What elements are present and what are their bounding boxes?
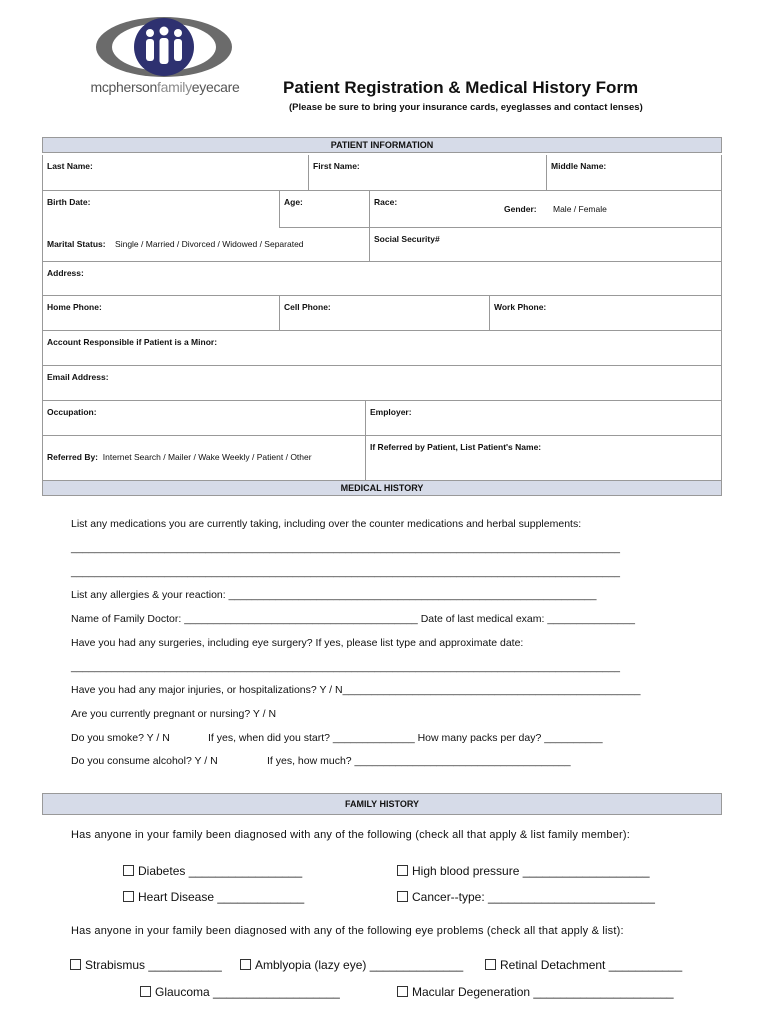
glaucoma-label: Glaucoma ___________________ [155,985,340,999]
cancer-checkbox[interactable] [397,890,655,904]
surgeries-question: Have you had any surgeries, including eye surgery? If yes, please list type and approximate date: [71,637,524,649]
referred-patient-label: If Referred by Patient, List Patient's Name: [370,442,542,452]
work-phone-label: Work Phone: [494,302,547,312]
medications-question: List any medications you are currently taking, including over the counter medications and herbal supplements: [71,518,582,530]
home-phone-label: Home Phone: [47,302,102,312]
race-gender-field[interactable] [370,191,721,228]
medical-history-heading: MEDICAL HISTORY [42,480,722,496]
alcohol-amount-question[interactable]: If yes, how much? _____________________________________ [267,755,571,767]
birth-date-label: Birth Date: [47,197,91,207]
strabismus-checkbox[interactable] [70,958,222,972]
marital-status-label: Marital Status: [47,239,106,249]
diabetes-label: Diabetes _________________ [138,864,303,878]
checkbox-icon[interactable] [397,986,408,997]
responsible-label: Account Responsible if Patient is a Minor: [47,337,218,347]
birth-date-field[interactable] [43,191,280,228]
last-name-field[interactable] [43,155,309,191]
work-phone-field[interactable] [490,296,721,331]
cell-phone-field[interactable] [280,296,490,331]
smoke-start-question[interactable]: If yes, when did you start? ______________ How many packs per day? __________ [208,732,603,744]
macular-degeneration-checkbox[interactable] [397,985,674,999]
family-question-1: Has anyone in your family been diagnosed with any of the following (check all that apply & list family member): [71,829,631,841]
referred-by-field[interactable] [43,436,366,482]
patient-info-heading: PATIENT INFORMATION [42,137,722,153]
cancer-label: Cancer--type: _________________________ [412,890,655,904]
last-name-label: Last Name: [47,161,93,171]
company-logo [80,16,250,102]
family-history-heading: FAMILY HISTORY [42,793,722,815]
checkbox-icon[interactable] [123,891,134,902]
first-name-label: First Name: [313,161,360,171]
form-subtitle: (Please be sure to bring your insurance cards, eyeglasses and contact lenses) [289,102,643,113]
email-label: Email Address: [47,372,109,382]
referred-patient-field[interactable] [366,436,721,482]
diabetes-checkbox[interactable] [123,864,302,878]
marital-options[interactable]: Single / Married / Divorced / Widowed / Separated [115,239,304,249]
allergies-question[interactable]: List any allergies & your reaction: _______________________________________________________________ [71,589,597,601]
retinal-detachment-checkbox[interactable] [485,958,682,972]
surgeries-line[interactable]: ______________________________________________________________________________________________ [71,661,620,673]
strabismus-label: Strabismus ___________ [85,958,222,972]
family-doctor-question[interactable]: Name of Family Doctor: ________________________________________ Date of last medical exam: _______________ [71,613,635,625]
checkbox-icon[interactable] [123,865,134,876]
pregnant-question[interactable]: Are you currently pregnant or nursing? Y / N [71,708,277,720]
form-title: Patient Registration & Medical History Form [283,78,639,97]
ssn-field[interactable] [370,228,721,262]
referred-options[interactable]: Internet Search / Mailer / Wake Weekly / Patient / Other [102,452,312,462]
middle-name-label: Middle Name: [551,161,607,171]
checkbox-icon[interactable] [140,986,151,997]
patient-info-grid [42,155,722,483]
cell-phone-label: Cell Phone: [284,302,331,312]
medications-line-2[interactable]: ______________________________________________________________________________________________ [71,566,620,578]
first-name-field[interactable] [309,155,547,191]
alcohol-question[interactable]: Do you consume alcohol? Y / N [71,755,218,767]
checkbox-icon[interactable] [397,891,408,902]
home-phone-field[interactable] [43,296,280,331]
checkbox-icon[interactable] [397,865,408,876]
heart-disease-checkbox[interactable] [123,890,304,904]
race-label: Race: [374,197,398,207]
middle-name-field[interactable] [547,155,721,191]
checkbox-icon[interactable] [485,959,496,970]
occupation-field[interactable] [43,401,366,436]
responsible-field[interactable] [43,331,721,366]
referred-by-label: Referred By: [47,452,99,462]
checkbox-icon[interactable] [240,959,251,970]
glaucoma-checkbox[interactable] [140,985,340,999]
macular-degeneration-label: Macular Degeneration _____________________ [412,985,674,999]
family-question-2: Has anyone in your family been diagnosed with any of the following eye problems (check all that apply & list): [71,925,624,937]
employer-label: Employer: [370,407,412,417]
family-eye-logo-icon [94,16,234,78]
email-field[interactable] [43,366,721,401]
age-field[interactable] [280,191,370,228]
logo-wordmark: mcphersonfamilyeyecare [90,79,240,95]
checkbox-icon[interactable] [70,959,81,970]
age-label: Age: [284,197,303,207]
address-label: Address: [47,268,84,278]
address-field[interactable] [43,262,721,296]
employer-field[interactable] [366,401,721,436]
marital-status-field[interactable] [43,228,370,262]
retinal-detachment-label: Retinal Detachment ___________ [500,958,683,972]
amblyopia-label: Amblyopia (lazy eye) ______________ [255,958,464,972]
occupation-label: Occupation: [47,407,97,417]
gender-options[interactable]: Male / Female [553,204,607,214]
amblyopia-checkbox[interactable] [240,958,463,972]
high-blood-pressure-checkbox[interactable] [397,864,650,878]
gender-label: Gender: [504,204,537,214]
high-blood-pressure-label: High blood pressure ___________________ [412,864,650,878]
heart-disease-label: Heart Disease _____________ [138,890,305,904]
ssn-label: Social Security# [374,234,440,244]
smoke-question[interactable]: Do you smoke? Y / N [71,732,170,744]
injuries-question[interactable]: Have you had any major injuries, or hospitalizations? Y / N___________________________________________________ [71,684,641,696]
medications-line-1[interactable]: ______________________________________________________________________________________________ [71,542,620,554]
